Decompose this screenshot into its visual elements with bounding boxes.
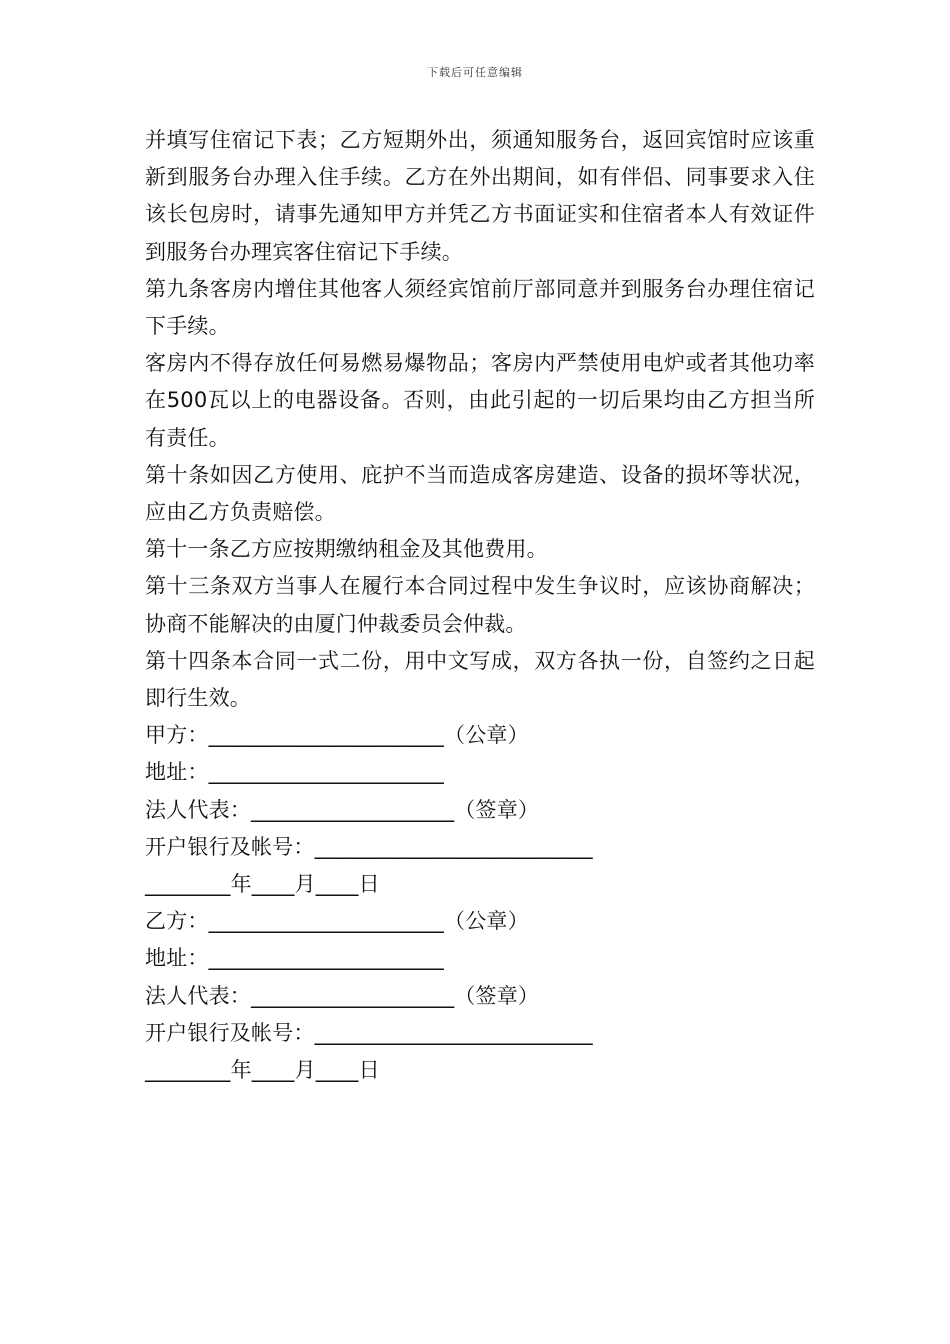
page-header: 下载后可任意编辑 (427, 66, 523, 79)
party-a-address-field: 地址：______________________ (145, 760, 444, 785)
party-a-bank-account-field: 开户银行及帐号：__________________________ (145, 834, 593, 859)
paragraph-article-14: 第十四条本合同一式二份，用中文写成，双方各执一份，自签约之日起即行生效。 (145, 648, 815, 711)
document-body (145, 122, 815, 1089)
party-b-name-field: 乙方：______________________（公章） (145, 909, 529, 934)
paragraph-article-13: 第十三条双方当事人在履行本合同过程中发生争议时，应该协商解决；协商不能解决的由厦门仲裁委员会仲裁。 (145, 574, 815, 636)
paragraph-article-9: 第九条客房内增住其他客人须经宾馆前厅部同意并到服务台办理住宿记下手续。 (145, 276, 815, 339)
paragraph-article-11: 第十一条乙方应按期缴纳租金及其他费用。 (145, 537, 548, 562)
paragraph-article-10: 第十条如因乙方使用、庇护不当而造成客房建造、设备的损坏等状况，应由乙方负责赔偿。 (145, 462, 815, 525)
party-b-signature-block (145, 903, 815, 1089)
paragraph-check-in: 并填写住宿记下表；乙方短期外出，须通知服务台，返回宾馆时应该重新到服务台办理入住手续。乙方在外出期间，如有伴侣、同事要求入住该长包房时，请事先通知甲方并凭乙方书面证实和住宿者本人有效证件到服务台办理宾客住宿记下手续。 (145, 128, 815, 264)
party-b-bank-account-field: 开户银行及帐号：__________________________ (145, 1020, 593, 1045)
party-a-signature-block (145, 717, 815, 903)
party-b-legal-rep-field: 法人代表：___________________（签章） (145, 983, 540, 1008)
party-a-name-field: 甲方：______________________（公章） (145, 723, 529, 748)
party-a-date-field: ________年____月____日 (145, 872, 380, 897)
party-b-date-field: ________年____月____日 (145, 1058, 380, 1083)
paragraph-hazardous-items: 客房内不得存放任何易燃易爆物品；客房内严禁使用电炉或者其他功率在500瓦以上的电器设备。否则，由此引起的一切后果均由乙方担当所有责任。 (145, 351, 815, 450)
party-b-address-field: 地址：______________________ (145, 946, 444, 971)
party-a-legal-rep-field: 法人代表：___________________（签章） (145, 797, 540, 822)
